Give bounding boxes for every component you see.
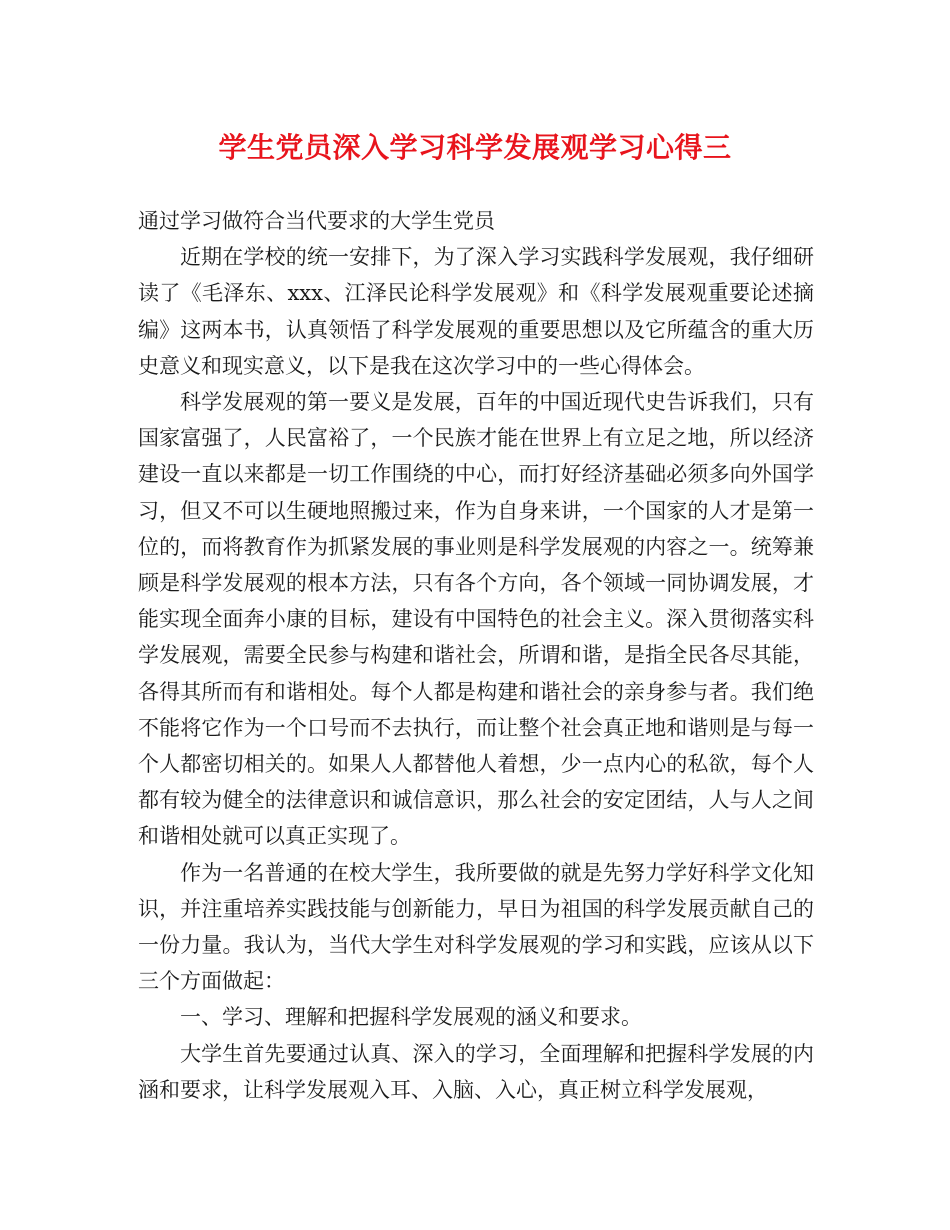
- section-heading-one: 一、学习、理解和把握科学发展观的涵义和要求。: [180, 1005, 642, 1030]
- paragraph-section-one: 大学生首先要通过认真、深入的学习，全面理解和把握科学发展的内涵和要求，让科学发展观入耳、入脑、入心，真正树立科学发展观，: [138, 1041, 814, 1102]
- paragraph-student-role: 作为一名普通的在校大学生，我所要做的就是先努力学好科学文化知识，并注重培养实践技能与创新能力，早日为祖国的科学发展贡献自己的一份力量。我认为，当代大学生对科学发展观的学习和实践，应该从以下三个方面做起：: [138, 860, 814, 994]
- paragraph-development: 科学发展观的第一要义是发展，百年的中国近现代史告诉我们，只有国家富强了，人民富裕了，一个民族才能在世界上有立足之地，所以经济建设一直以来都是一切工作围绕的中心，而打好经济基础必须多向外国学习，但又不可以生硬地照搬过来，作为自身来讲，一个国家的人才是第一位的，而将教育作为抓紧发展的事业则是科学发展观的内容之一。统筹兼顾是科学发展观的根本方法，只有各个方向，各个领域一同协调发展，才能实现全面奔小康的目标，建设有中国特色的社会主义。深入贯彻落实科学发展观，需要全民参与构建和谐社会，所谓和谐，是指全民各尽其能，各得其所而有和谐相处。每个人都是构建和谐社会的亲身参与者。我们绝不能将它作为一个口号而不去执行，而让整个社会真正地和谐则是与每一个人都密切相关的。如果人人都替他人着想，少一点内心的私欲，每个人都有较为健全的法律意识和诚信意识，那么社会的安定团结，人与人之间和谐相处就可以真正实现了。: [138, 390, 814, 849]
- document-subtitle: 通过学习做符合当代要求的大学生党员: [138, 209, 495, 233]
- document-title: 学生党员深入学习科学发展观学习心得三: [218, 131, 732, 164]
- paragraph-intro: 近期在学校的统一安排下，为了深入学习实践科学发展观，我仔细研读了《毛泽东、xxx、江泽民论科学发展观》和《科学发展观重要论述摘编》这两本书，认真领悟了科学发展观的重要思想以及它所蕴含的重大历史意义和现实意义，以下是我在这次学习中的一些心得体会。: [138, 245, 814, 378]
- document-body: [138, 203, 814, 1108]
